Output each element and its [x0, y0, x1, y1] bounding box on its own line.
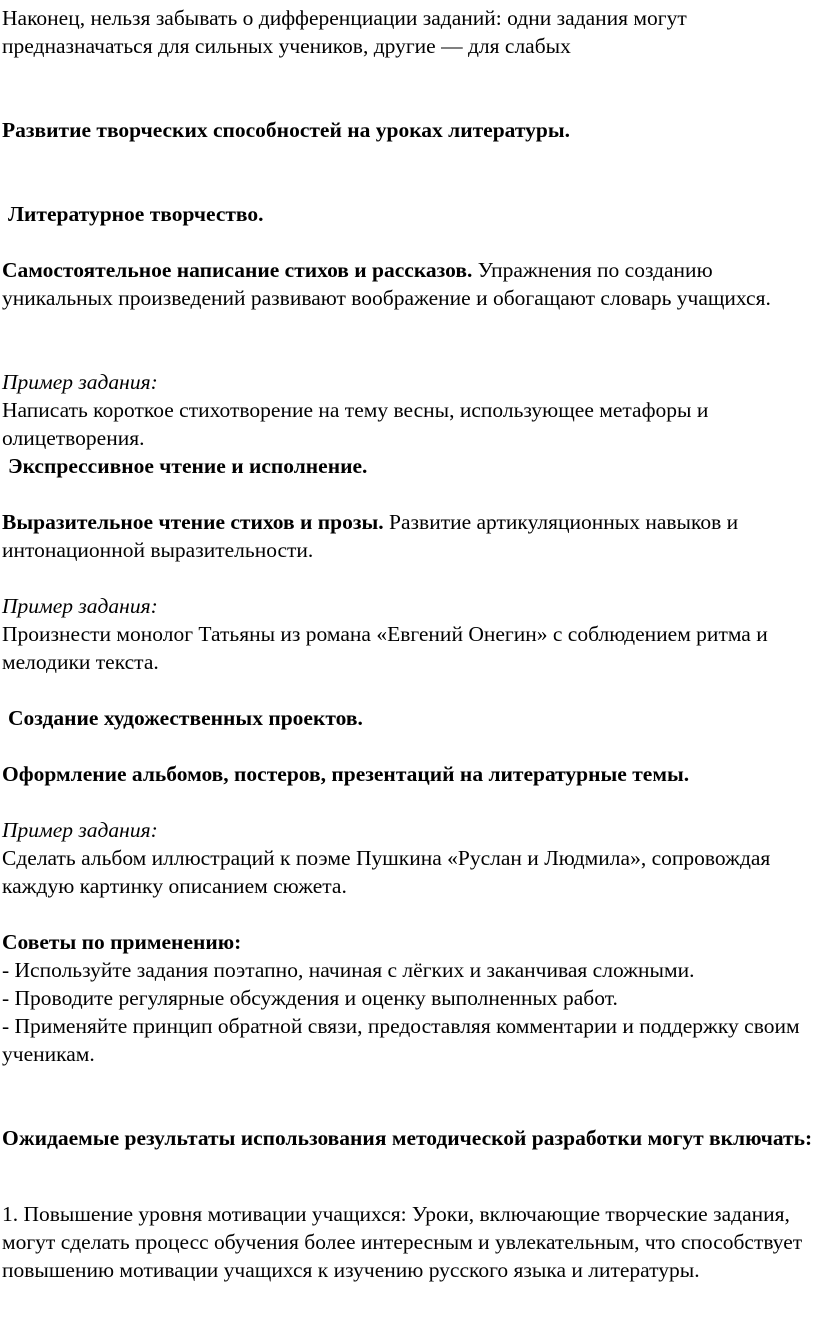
sub3-bold-lead: Оформление альбомов, постеров, презентаций на литературные темы. — [2, 762, 690, 786]
sub2-example-text: Произнести монолог Татьяны из романа «Евгений Онегин» с соблюдением ритма и мелодики текста. — [2, 622, 768, 674]
tips-item: - Проводите регулярные обсуждения и оценку выполненных работ. — [2, 986, 618, 1010]
sub3-example-text: Сделать альбом иллюстраций к поэме Пушкина «Руслан и Людмила», сопровождая каждую картинку описанием сюжета. — [2, 846, 771, 898]
tips-heading: Советы по применению: — [2, 930, 242, 954]
sub1-example-label: Пример задания: — [2, 370, 158, 394]
results-heading-text: Ожидаемые результаты использования методической разработки могут включать: — [2, 1126, 813, 1150]
sub3-heading — [2, 704, 816, 732]
sub2-example — [2, 592, 814, 676]
sub1-paragraph — [2, 256, 814, 312]
intro-paragraph: Наконец, нельзя забывать о дифференциации заданий: одни задания могут предназначаться для сильных учеников, другие — для слабых — [2, 6, 687, 58]
sub1-text: Упражнения по созданию уникальных произведений развивают воображение и обогащают словарь учащихся. — [2, 258, 771, 310]
sub2-bold-lead: Выразительное чтение стихов и прозы. — [2, 510, 384, 534]
sub2-example-label: Пример задания: — [2, 594, 158, 618]
sub3-paragraph — [2, 760, 814, 788]
tips-block — [2, 928, 814, 1068]
results-heading — [2, 1124, 814, 1152]
section-title — [2, 116, 814, 144]
sub2-heading — [2, 452, 816, 480]
sub1-example — [2, 368, 814, 452]
sub1-heading-text: Литературное творчество. — [8, 202, 264, 226]
section-title-text: Развитие творческих способностей на уроках литературы. — [2, 118, 570, 142]
tips-item: - Применяйте принцип обратной связи, предоставляя комментарии и поддержку своим ученикам. — [2, 1014, 800, 1066]
sub2-heading-text: Экспрессивное чтение и исполнение. — [8, 454, 368, 478]
sub3-heading-text: Создание художественных проектов. — [8, 706, 363, 730]
results-item: 1. Повышение уровня мотивации учащихся: Уроки, включающие творческие задания, могут сделать процесс обучения более интересным и увлекательным, что способствует повышению мотивации учащихся к изучению русского языка и литературы. — [2, 1202, 803, 1282]
sub2-paragraph — [2, 508, 814, 564]
sub1-heading — [2, 200, 816, 228]
sub1-example-text: Написать короткое стихотворение на тему весны, использующее метафоры и олицетворения. — [2, 398, 709, 450]
sub1-bold-lead: Самостоятельное написание стихов и рассказов. — [2, 258, 473, 282]
sub3-example — [2, 816, 814, 900]
tips-item: - Используйте задания поэтапно, начиная с лёгких и заканчивая сложными. — [2, 958, 695, 982]
sub2-text: Развитие артикуляционных навыков и интонационной выразительности. — [2, 510, 739, 562]
sub3-example-label: Пример задания: — [2, 818, 158, 842]
